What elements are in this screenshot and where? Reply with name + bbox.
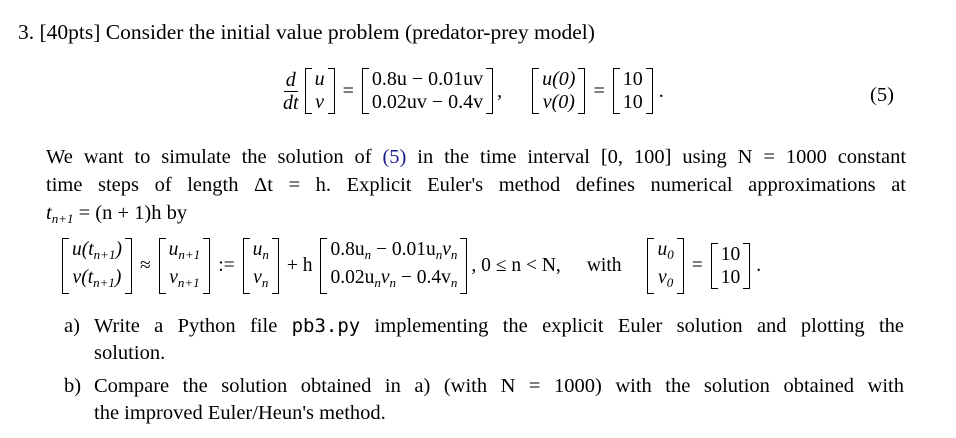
index-range: , 0 ≤ n < N, xyxy=(471,255,561,276)
state-vector: u v xyxy=(305,68,335,114)
paragraph-line-3: $t_{n+1} = (n + 1)h$ by xyxy=(46,202,188,226)
problem-number: 3. xyxy=(18,20,35,44)
item-b-line-1: Compare the solution obtained in a) (with N = 1000) with the solution obtained with xyxy=(94,375,904,397)
current-step-vector: $u_n$ $v_n$ xyxy=(243,238,279,294)
next-step-vector: $u_{n+1}$ $v_{n+1}$ xyxy=(159,238,211,294)
with-word: with xyxy=(586,255,622,276)
problem-points: [40pts] xyxy=(39,20,101,44)
equation-5: $\frac{d}{dt}$ u v = 0.8u − 0.01uv 0.02uv − 0.4v , u(0) v(0) = 10 10 . xyxy=(283,68,664,114)
description-paragraph xyxy=(46,143,906,233)
item-b-line-2: the improved Euler/Heun's method. xyxy=(94,402,386,424)
exact-solution-vector: $u(t_{n+1})$ $v(t_{n+1})$ xyxy=(62,238,132,294)
item-a-line-1: Write a Python file pb3.py implementing the explicit Euler solution and plotting the xyxy=(94,315,905,337)
paragraph-line-1: We want to simulate the solution of (5) in the time interval [0, 100] using N = 1000 constant xyxy=(46,146,907,168)
problem-statement: Consider the initial value problem (predator-prey model) xyxy=(105,20,595,44)
item-a-line-2: solution. xyxy=(94,342,166,364)
initial-state-vector: $u_0$ $v_0$ xyxy=(647,238,683,294)
derivative-operator: $\frac{d}{dt}$ xyxy=(283,68,299,114)
euler-scheme: $u(t_{n+1})$ $v(t_{n+1})$ ≈ $u_{n+1}$ $v_{n+1}$ := $u_n$ $v_n$ + h $0.8u_n - 0.01u_nv_n$ $0.02u_nv_n - 0.4v_n$ , 0 ≤ n < N, with $u_0$ $v_0$ = 10 10 . xyxy=(62,238,761,294)
equation-reference-link[interactable]: (5) xyxy=(382,146,407,168)
filename-code: pb3.py xyxy=(291,315,361,337)
problem-header xyxy=(18,20,595,45)
initial-values-vector: 10 10 xyxy=(613,68,653,114)
item-label: b) xyxy=(64,375,82,397)
initial-condition-vector: u(0) v(0) xyxy=(532,68,585,114)
euler-rhs-vector: $0.8u_n - 0.01u_nv_n$ $0.02u_nv_n - 0.4v_n$ xyxy=(320,238,467,294)
initial-state-values: 10 10 xyxy=(711,243,751,289)
item-label: a) xyxy=(64,315,80,337)
equation-label: (5) xyxy=(870,84,894,106)
paragraph-line-2: time steps of length Δt = h. Explicit Euler's method defines numerical approximations at xyxy=(46,174,906,196)
rhs-vector: 0.8u − 0.01uv 0.02uv − 0.4v xyxy=(362,68,493,114)
